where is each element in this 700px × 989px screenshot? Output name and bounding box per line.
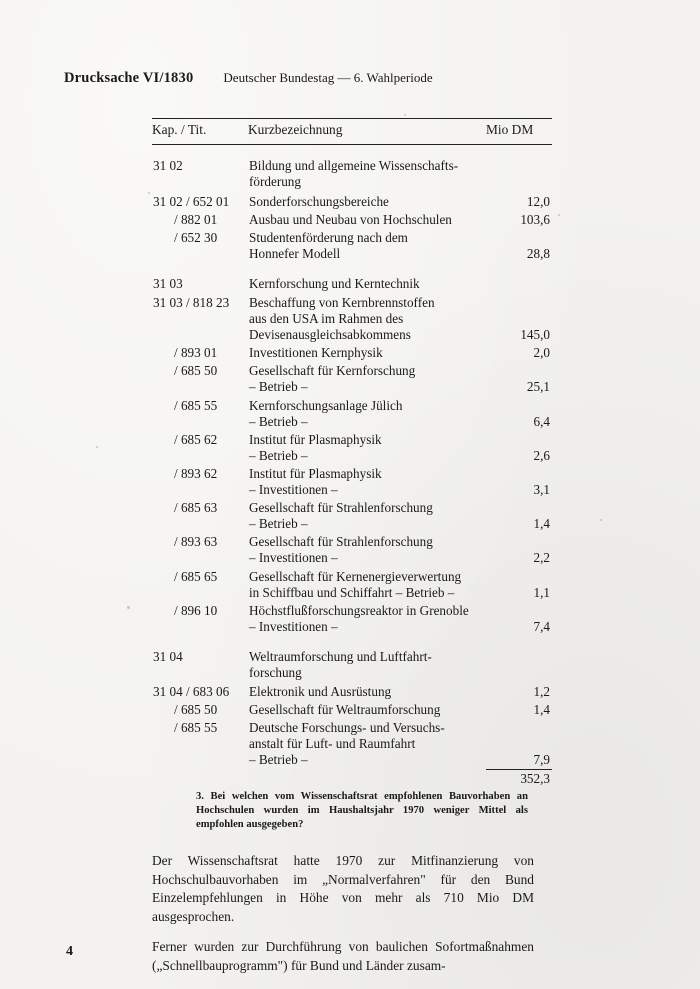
cell-kurzbezeichnung: Deutsche Forschungs- und Versuchs- anstalt für Luft- und Raumfahrt – Betrieb – [249, 720, 445, 768]
cell-amount: 145,0 [520, 327, 550, 343]
cell-kap-tit: / 893 63 [174, 534, 218, 550]
cell-kap-tit: / 685 55 [174, 397, 218, 413]
cell-amount: 2,0 [533, 345, 550, 361]
cell-kap-tit: 31 02 [153, 158, 183, 174]
paper-speck [558, 214, 560, 216]
cell-amount: 1,4 [533, 516, 550, 532]
cell-kurzbezeichnung: Institut für Plasmaphysik – Investitionen – [249, 465, 382, 498]
cell-kurzbezeichnung: Gesellschaft für Kernenergieverwertung in Schiffbau und Schiffahrt – Betrieb – [249, 568, 462, 600]
cell-amount: 1,2 [533, 684, 550, 700]
cell-amount: 2,6 [533, 447, 550, 463]
cell-kap-tit: / 685 62 [174, 431, 218, 447]
cell-amount: 1,1 [533, 584, 550, 600]
cell-kurzbezeichnung: Weltraumforschung und Luftfahrt- forschung [249, 648, 432, 680]
cell-amount: 28,8 [526, 245, 550, 261]
cell-kap-tit: / 896 10 [174, 602, 218, 618]
budget-table-container [152, 118, 552, 788]
cell-kurzbezeichnung: Kernforschung und Kerntechnik [249, 275, 420, 291]
cell-kurzbezeichnung: Gesellschaft für Strahlenforschung – Investitionen – [249, 534, 433, 566]
table-row [152, 274, 552, 294]
page-number: 4 [66, 944, 73, 959]
cell-kap-tit: 31 02 / 652 01 [153, 193, 230, 209]
cell-kap-tit: / 685 63 [174, 500, 218, 516]
paper-speck [404, 114, 406, 116]
cell-amount: 7,9 [533, 751, 550, 767]
cell-amount: 12,0 [526, 193, 550, 209]
cell-kurzbezeichnung: Gesellschaft für Kernforschung – Betrieb – [249, 363, 416, 395]
body-paragraph: Ferner wurden zur Durchführung von baulichen Sofortmaßnahmen („Schnellbauprogramm") für Bund und Länder zusam- [152, 939, 534, 973]
column-header-kap: Kap. / Tit. [152, 119, 248, 145]
cell-amount: 6,4 [533, 413, 550, 429]
table-row [152, 701, 552, 719]
cell-empty [152, 770, 248, 789]
column-header-kurzbezeichnung: Kurzbezeichnung [248, 119, 486, 145]
bundestag-period-label: Deutscher Bundestag — 6. Wahlperiode [223, 70, 433, 85]
cell-kurzbezeichnung: Beschaffung von Kernbrennstoffen aus den USA im Rahmen des Devisenausgleichsabkommens [249, 295, 435, 343]
table-row [152, 719, 552, 769]
column-header-mio-dm: Mio DM [486, 119, 552, 145]
table-body [152, 145, 552, 788]
paper-speck [600, 519, 602, 521]
cell-amount [486, 274, 552, 294]
paper-speck [127, 606, 130, 609]
cell-kap-tit: / 685 50 [174, 363, 218, 379]
cell-kap-tit: / 685 65 [174, 568, 218, 584]
cell-kap-tit: / 685 50 [174, 702, 218, 718]
table-row [152, 294, 552, 344]
cell-empty [248, 770, 486, 789]
question-text: Bei welchen vom Wissenschaftsrat empfohlenen Bauvorhaben an Hochschulen wurden im Haushaltsjahr 1970 weniger Mittel als empfohlen ausgegeben? [196, 791, 528, 830]
cell-kap-tit: 31 04 [153, 648, 183, 664]
cell-amount [486, 156, 552, 192]
table-spacer [152, 636, 552, 647]
table-row [152, 683, 552, 701]
cell-kurzbezeichnung: Gesellschaft für Strahlenforschung – Betrieb – [249, 500, 433, 532]
cell-kap-tit: 31 04 / 683 06 [153, 684, 230, 700]
cell-amount [486, 647, 552, 683]
budget-table [152, 118, 552, 788]
cell-kap-tit: 31 03 / 818 23 [153, 295, 230, 310]
cell-total-amount: 352,3 [486, 770, 552, 789]
body-text [152, 852, 534, 975]
cell-amount: 103,6 [520, 211, 550, 227]
question-number: 3. [196, 791, 204, 802]
table-spacer [152, 263, 552, 274]
cell-kurzbezeichnung: Institut für Plasmaphysik – Betrieb – [249, 431, 382, 463]
table-row [152, 568, 552, 602]
cell-kurzbezeichnung: Sonderforschungsbereiche [249, 193, 389, 209]
page-header [64, 70, 644, 87]
table-row [152, 533, 552, 567]
table-row [152, 229, 552, 263]
cell-kurzbezeichnung: Bildung und allgemeine Wissenschafts- förderung [249, 158, 459, 190]
table-row [152, 156, 552, 192]
table-row [152, 647, 552, 683]
cell-kurzbezeichnung: Ausbau und Neubau von Hochschulen [249, 211, 452, 227]
table-row [152, 362, 552, 396]
cell-amount: 7,4 [533, 618, 550, 634]
table-row [152, 397, 552, 431]
cell-kurzbezeichnung: Kernforschungsanlage Jülich – Betrieb – [249, 397, 403, 429]
table-row [152, 211, 552, 229]
cell-kap-tit: / 893 62 [174, 465, 218, 481]
cell-kurzbezeichnung: Studentenförderung nach dem Honnefer Modell [249, 229, 408, 261]
cell-kap-tit: / 652 30 [174, 229, 218, 245]
body-paragraph: Der Wissenschaftsrat hatte 1970 zur Mitfinanzierung von Hochschulbauvorhaben im „Normalverfahren" für den Bund Einzelempfehlungen in Höhe von mehr als 710 Mio DM ausgesprochen. [152, 853, 534, 924]
cell-kap-tit: / 882 01 [174, 211, 218, 227]
cell-kap-tit: / 893 01 [174, 345, 218, 361]
paper-speck [148, 192, 150, 194]
cell-amount: 1,4 [533, 702, 550, 718]
cell-kap-tit: 31 03 [153, 275, 183, 291]
cell-kurzbezeichnung: Investitionen Kernphysik [249, 345, 383, 361]
cell-amount: 25,1 [526, 379, 550, 395]
table-row [152, 602, 552, 636]
cell-kap-tit: / 685 55 [174, 720, 218, 736]
paper-speck [96, 446, 98, 448]
drucksache-label: Drucksache VI/1830 [64, 70, 194, 86]
cell-kurzbezeichnung: Gesellschaft für Weltraumforschung [249, 702, 441, 718]
table-row [152, 499, 552, 533]
cell-amount: 3,1 [533, 482, 550, 498]
question-block [196, 790, 528, 831]
table-spacer [152, 145, 552, 157]
table-row [152, 431, 552, 465]
table-total-row [152, 770, 552, 789]
table-row [152, 193, 552, 211]
table-header-row [152, 119, 552, 145]
table-row [152, 344, 552, 362]
cell-amount: 2,2 [533, 550, 550, 566]
table-row [152, 465, 552, 499]
cell-kurzbezeichnung: Höchstflußforschungsreaktor in Grenoble – Investitionen – [249, 602, 469, 634]
cell-kurzbezeichnung: Elektronik und Ausrüstung [249, 684, 392, 700]
